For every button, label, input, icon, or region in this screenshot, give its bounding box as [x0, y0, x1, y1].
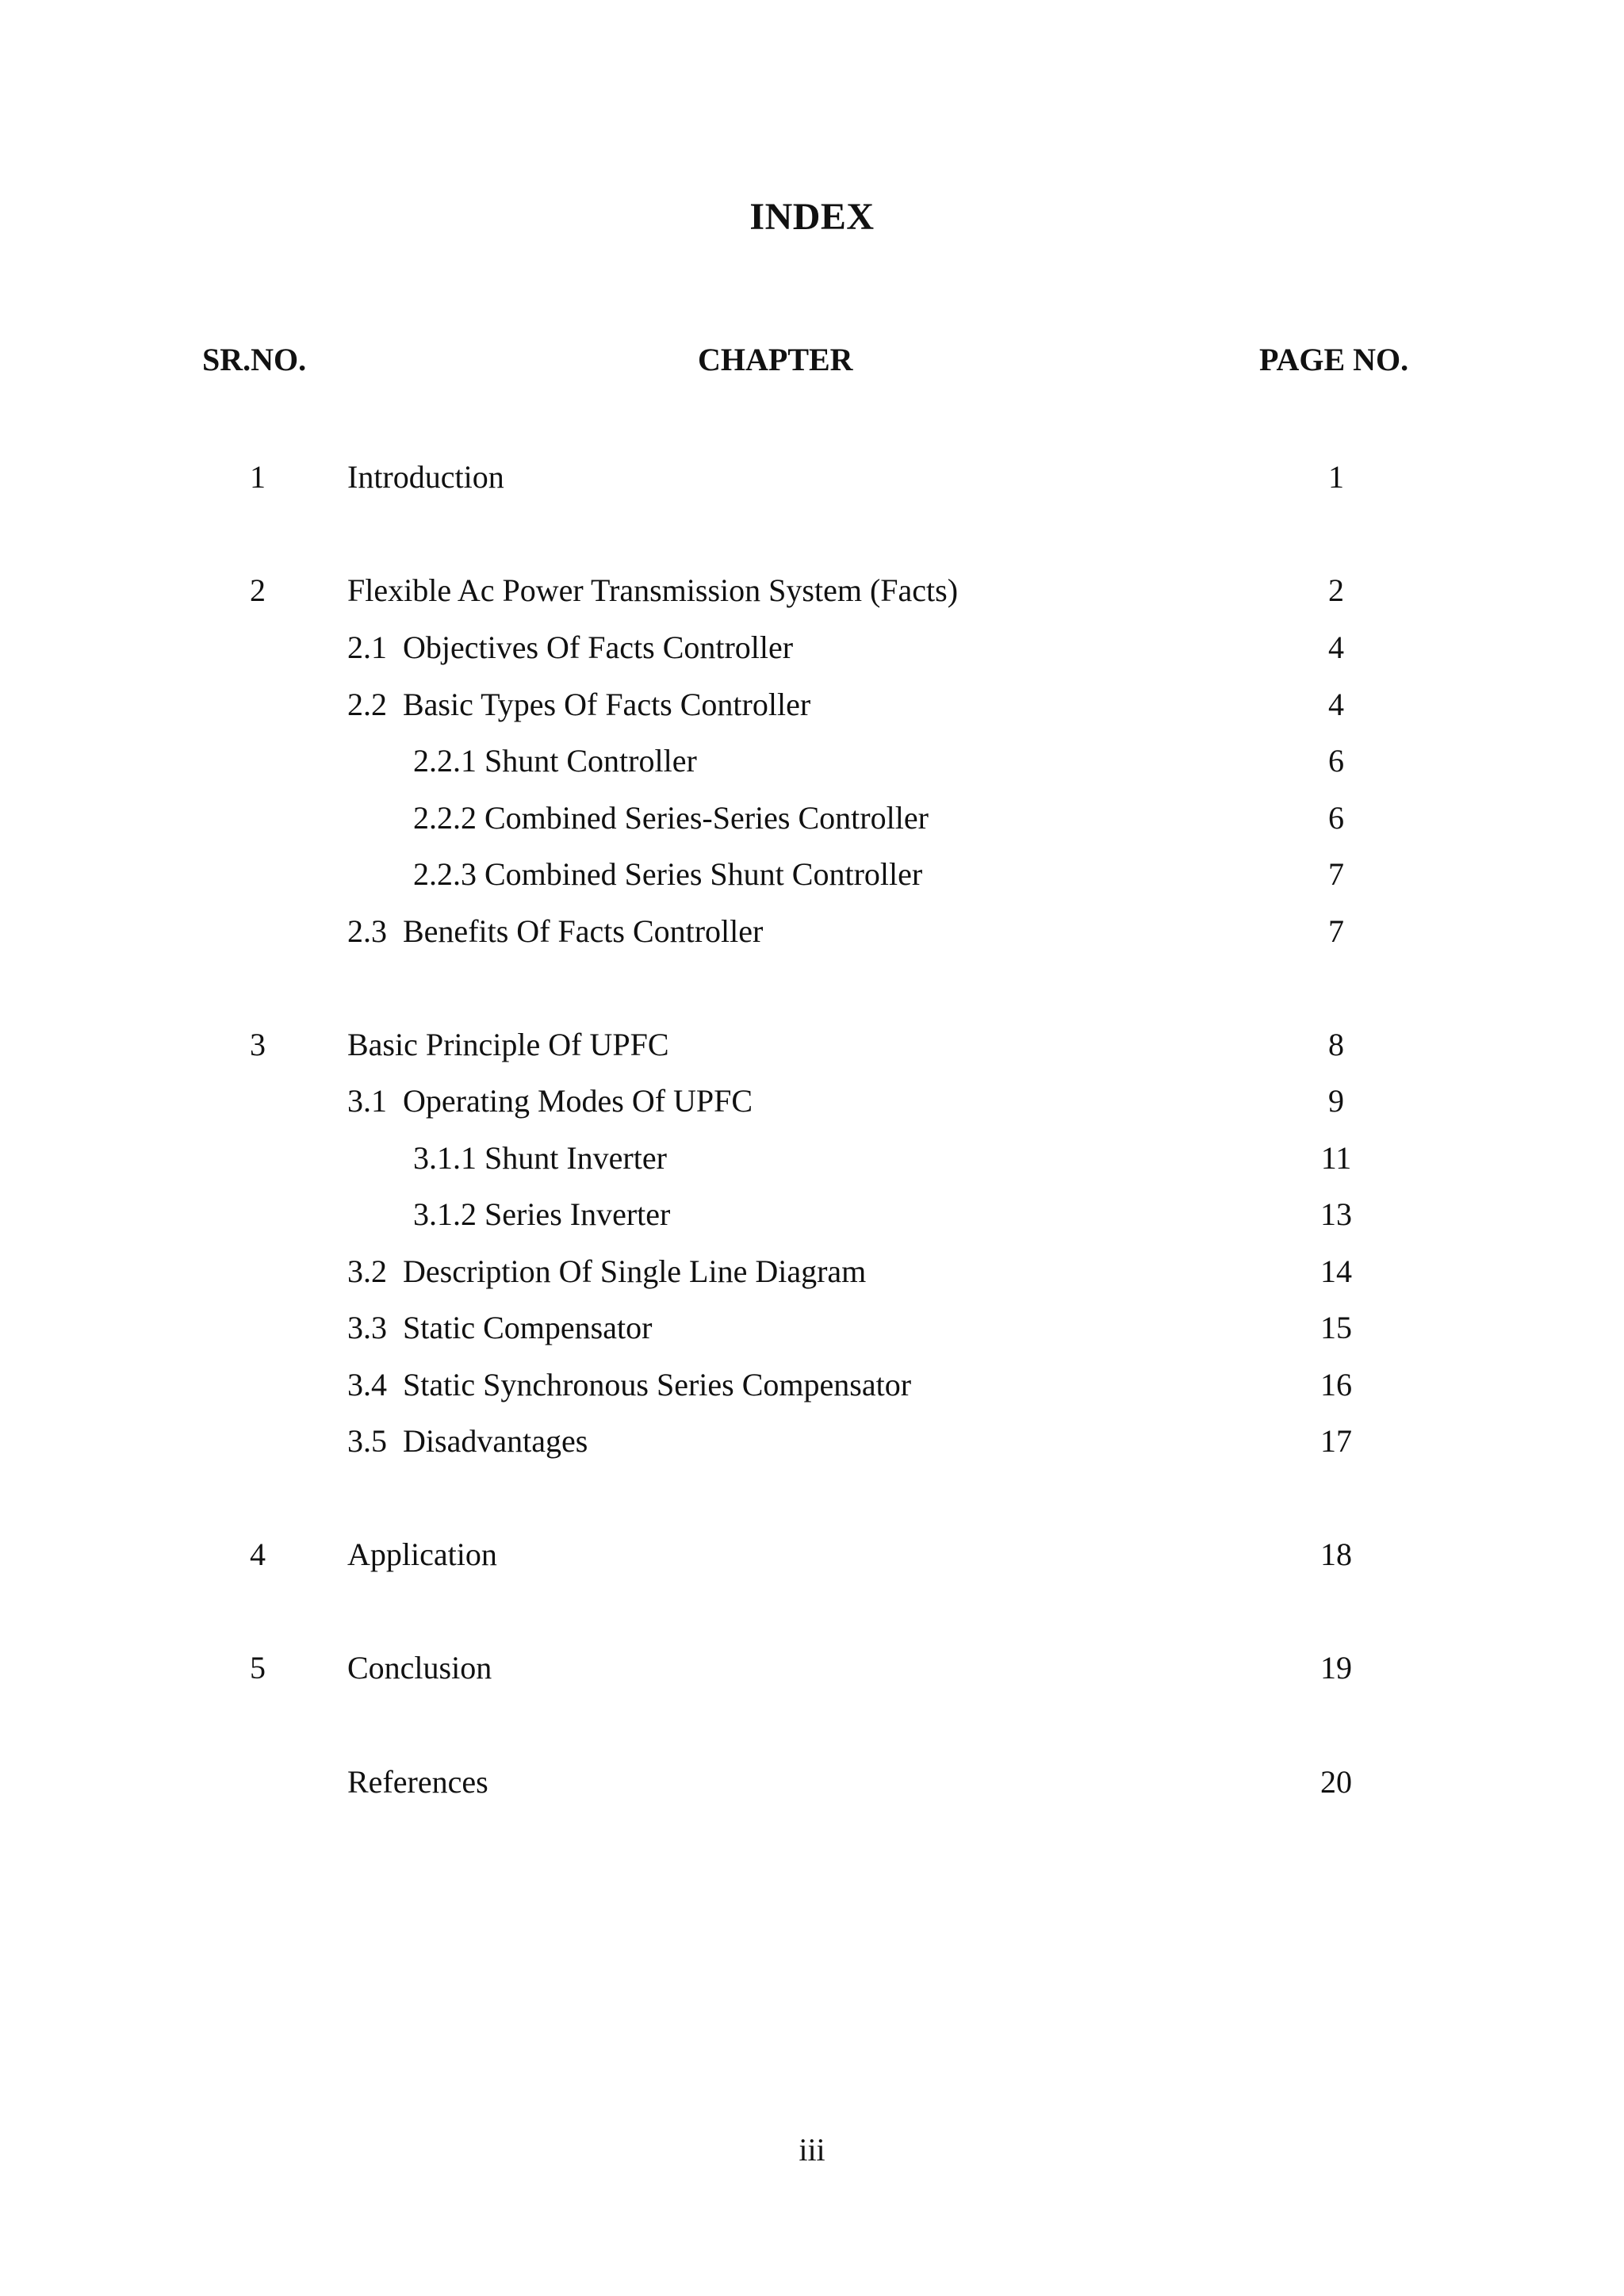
toc-row-title: 2.2.2 Combined Series-Series Controller	[413, 800, 929, 836]
toc-row-title: Conclusion	[347, 1650, 492, 1686]
toc-row-page: 2	[1328, 572, 1344, 608]
toc-row-title: 2.2.3 Combined Series Shunt Controller	[413, 856, 923, 892]
toc-row-title: 2.2 Basic Types Of Facts Controller	[347, 687, 811, 722]
toc-row-page: 16	[1320, 1367, 1352, 1402]
toc-row	[0, 1191, 1624, 1238]
toc-row	[0, 1021, 1624, 1069]
toc-row-title: 2.2.1 Shunt Controller	[413, 743, 697, 779]
toc-row	[0, 681, 1624, 729]
toc-row	[0, 1304, 1624, 1352]
toc-row-title: 3.5 Disadvantages	[347, 1423, 588, 1459]
toc-row	[0, 567, 1624, 614]
toc-row-page: 19	[1320, 1650, 1352, 1686]
toc-row-page: 6	[1328, 743, 1344, 779]
toc-row-number: 5	[250, 1650, 266, 1686]
page-number-footer: iii	[799, 2132, 825, 2168]
toc-row	[0, 1248, 1624, 1295]
toc-row-number: 1	[250, 459, 266, 495]
toc-row-page: 14	[1320, 1253, 1352, 1289]
toc-row-title: 3.4 Static Synchronous Series Compensator	[347, 1367, 912, 1402]
toc-row-title: References	[347, 1764, 488, 1800]
toc-row-title: 3.1.2 Series Inverter	[413, 1196, 671, 1232]
toc-row-page: 9	[1328, 1083, 1344, 1119]
toc-row	[0, 1135, 1624, 1182]
toc-row-page: 11	[1320, 1140, 1352, 1176]
toc-row	[0, 737, 1624, 785]
toc-row-title: Basic Principle Of UPFC	[347, 1027, 669, 1062]
toc-row-title: Application	[347, 1536, 497, 1572]
header-chapter: CHAPTER	[698, 342, 853, 377]
toc-row-number: 3	[250, 1027, 266, 1062]
toc-row	[0, 794, 1624, 842]
toc-row-page: 1	[1328, 459, 1344, 495]
toc-row-title: Introduction	[347, 459, 504, 495]
toc-row	[0, 1361, 1624, 1409]
toc-row	[0, 453, 1624, 501]
toc-row-title: 3.1.1 Shunt Inverter	[413, 1140, 667, 1176]
toc-row	[0, 1644, 1624, 1692]
toc-row-title: 2.1 Objectives Of Facts Controller	[347, 629, 794, 665]
toc-row-title: 2.3 Benefits Of Facts Controller	[347, 913, 764, 949]
toc-row-page: 6	[1328, 800, 1344, 836]
toc-row-page: 4	[1328, 687, 1344, 722]
page-title: INDEX	[749, 196, 875, 238]
toc-row	[0, 624, 1624, 672]
toc-row-page: 13	[1320, 1196, 1352, 1232]
toc-row-page: 8	[1328, 1027, 1344, 1062]
toc-row	[0, 908, 1624, 955]
toc-row-page: 4	[1328, 629, 1344, 665]
toc-row	[0, 1418, 1624, 1465]
toc-row-number: 2	[250, 572, 266, 608]
toc-row	[0, 851, 1624, 898]
header-sr-no: SR.NO.	[202, 342, 307, 377]
toc-row	[0, 1758, 1624, 1806]
toc-row-number: 4	[250, 1536, 266, 1572]
toc-row-page: 15	[1320, 1310, 1352, 1345]
header-page-no: PAGE NO.	[1259, 342, 1409, 377]
toc-row-title: 3.1 Operating Modes Of UPFC	[347, 1083, 753, 1119]
toc-row-title: 3.3 Static Compensator	[347, 1310, 653, 1345]
toc-row-page: 18	[1320, 1536, 1352, 1572]
toc-row-page: 20	[1320, 1764, 1352, 1800]
toc-row-page: 7	[1328, 856, 1344, 892]
toc-row-title: 3.2 Description Of Single Line Diagram	[347, 1253, 867, 1289]
toc-row-page: 17	[1320, 1423, 1352, 1459]
toc-row-page: 7	[1328, 913, 1344, 949]
toc-row	[0, 1077, 1624, 1125]
toc-row-title: Flexible Ac Power Transmission System (Facts)	[347, 572, 959, 608]
toc-row	[0, 1531, 1624, 1578]
